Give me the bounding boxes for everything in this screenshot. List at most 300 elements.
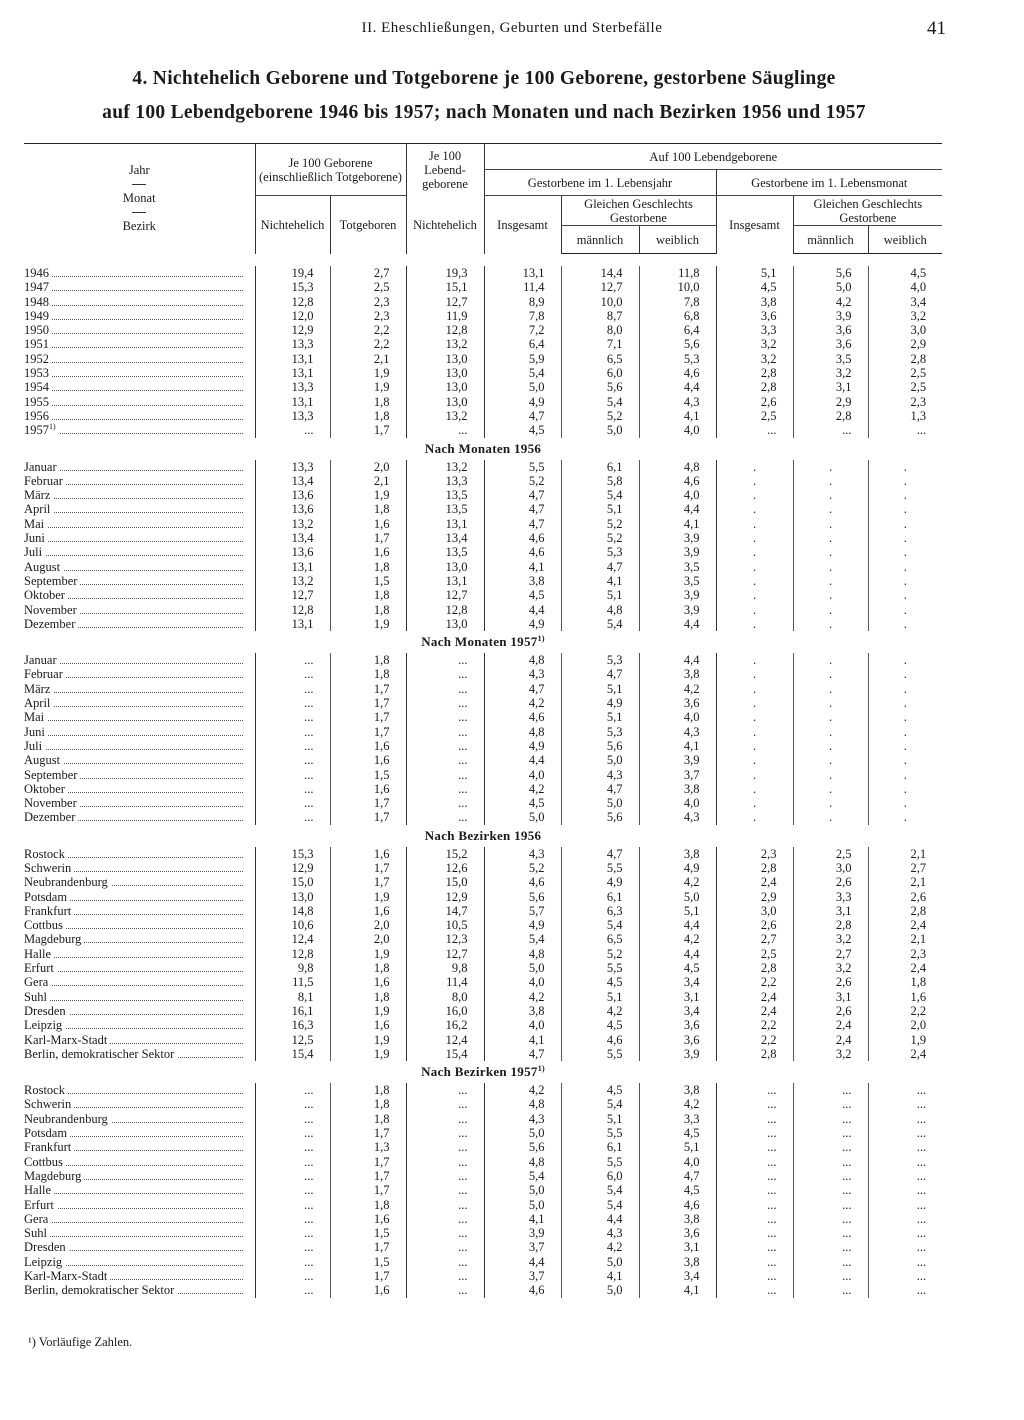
value-cell: 5,7	[484, 904, 561, 918]
value-cell: 4,9	[484, 918, 561, 932]
value-cell: 1,8	[330, 588, 406, 602]
row-label	[24, 1183, 255, 1197]
value-cell: 4,6	[639, 366, 716, 380]
value-cell: ...	[868, 1155, 942, 1169]
value-cell: ...	[255, 653, 330, 667]
value-cell: 4,3	[639, 395, 716, 409]
row-label	[24, 266, 255, 280]
row-label	[24, 574, 255, 588]
value-cell: 13,1	[255, 366, 330, 380]
row-label-text: März	[24, 488, 51, 503]
value-cell: 4,2	[484, 1083, 561, 1097]
value-cell: 1,9	[330, 890, 406, 904]
value-cell: 4,5	[561, 975, 639, 989]
value-cell: 13,4	[255, 531, 330, 545]
table-row	[24, 1255, 942, 1269]
value-cell: ...	[406, 1140, 484, 1154]
value-cell: 1,3	[868, 409, 942, 423]
value-cell: 4,2	[484, 990, 561, 1004]
value-cell: 5,4	[561, 918, 639, 932]
table-row	[24, 710, 942, 724]
value-cell: 1,6	[330, 847, 406, 861]
table-row	[24, 337, 942, 351]
value-cell: ...	[716, 1183, 793, 1197]
value-cell: 3,0	[793, 861, 868, 875]
value-cell: 2,5	[793, 847, 868, 861]
value-cell: 2,7	[330, 266, 406, 280]
value-cell: 1,7	[330, 1183, 406, 1197]
value-cell: 2,5	[868, 380, 942, 394]
value-cell: 3,1	[639, 1240, 716, 1254]
value-cell: ...	[406, 810, 484, 824]
value-cell: 3,8	[639, 1083, 716, 1097]
row-label-text: Frankfurt	[24, 903, 72, 918]
value-cell: 3,2	[793, 366, 868, 380]
row-label	[24, 861, 255, 875]
value-cell: 4,2	[484, 696, 561, 710]
value-cell: .	[793, 574, 868, 588]
value-cell: 1,5	[330, 1255, 406, 1269]
row-label-text: Suhl	[24, 989, 47, 1004]
row-label	[24, 366, 255, 380]
value-cell: 2,6	[793, 875, 868, 889]
value-cell: 3,7	[484, 1240, 561, 1254]
value-cell: 5,1	[561, 502, 639, 516]
row-label	[24, 1047, 255, 1061]
value-cell: 2,4	[716, 990, 793, 1004]
value-cell: .	[868, 782, 942, 796]
value-cell: .	[868, 682, 942, 696]
row-label-text: 1947	[24, 280, 49, 295]
value-cell: ...	[868, 1169, 942, 1183]
value-cell: 15,2	[406, 847, 484, 861]
header-weiblich-monat: weiblich	[868, 226, 942, 254]
value-cell: 2,8	[868, 904, 942, 918]
table-row	[24, 395, 942, 409]
value-cell: 4,4	[484, 603, 561, 617]
value-cell: ...	[406, 653, 484, 667]
row-label	[24, 474, 255, 488]
table-row	[24, 696, 942, 710]
value-cell: 15,3	[255, 280, 330, 294]
value-cell: 5,2	[484, 861, 561, 875]
value-cell: 1,6	[330, 782, 406, 796]
table-row	[24, 796, 942, 810]
value-cell: 4,7	[561, 847, 639, 861]
value-cell: 19,4	[255, 266, 330, 280]
table-row	[24, 560, 942, 574]
row-label-text: Rostock	[24, 846, 65, 861]
value-cell: 4,4	[484, 753, 561, 767]
value-cell: 5,5	[561, 861, 639, 875]
value-cell: .	[793, 696, 868, 710]
value-cell: 13,0	[406, 617, 484, 631]
value-cell: 3,6	[639, 1033, 716, 1047]
header-insgesamt-monat: Insgesamt	[716, 196, 793, 254]
value-cell: 4,3	[561, 1226, 639, 1240]
row-label-text: Potsdam	[24, 1126, 68, 1141]
value-cell: 1,5	[330, 768, 406, 782]
value-cell: 4,6	[484, 531, 561, 545]
value-cell: 4,5	[484, 796, 561, 810]
value-cell: 13,1	[255, 352, 330, 366]
row-label-text: 1953	[24, 366, 49, 381]
value-cell: ...	[255, 682, 330, 696]
table-row	[24, 366, 942, 380]
value-cell: 5,3	[561, 653, 639, 667]
value-cell: .	[716, 574, 793, 588]
value-cell: .	[868, 603, 942, 617]
value-cell: 2,0	[330, 918, 406, 932]
value-cell: .	[793, 488, 868, 502]
value-cell: .	[716, 502, 793, 516]
value-cell: 1,6	[868, 990, 942, 1004]
value-cell: 4,9	[484, 617, 561, 631]
value-cell: 4,1	[561, 1269, 639, 1283]
table-row	[24, 1183, 942, 1197]
value-cell: 4,7	[484, 502, 561, 516]
table-row	[24, 502, 942, 516]
value-cell: 13,0	[255, 890, 330, 904]
value-cell: 3,0	[716, 904, 793, 918]
value-cell: ...	[406, 710, 484, 724]
value-cell: ...	[793, 1083, 868, 1097]
value-cell: 12,7	[255, 588, 330, 602]
value-cell: 4,5	[561, 1018, 639, 1032]
value-cell: 4,1	[484, 560, 561, 574]
value-cell: 5,2	[561, 517, 639, 531]
footnote-marker: 1)	[49, 423, 56, 432]
value-cell: 4,1	[639, 517, 716, 531]
value-cell: 5,6	[561, 380, 639, 394]
row-label	[24, 337, 255, 351]
value-cell: 3,6	[639, 1018, 716, 1032]
value-cell: 4,6	[484, 710, 561, 724]
value-cell: ...	[868, 423, 942, 437]
value-cell: .	[793, 531, 868, 545]
value-cell: 5,0	[484, 1198, 561, 1212]
value-cell: ...	[406, 1112, 484, 1126]
stub-bezirk: Bezirk	[122, 219, 156, 234]
value-cell: ...	[868, 1240, 942, 1254]
table-row	[24, 918, 942, 932]
value-cell: 13,3	[406, 474, 484, 488]
value-cell: 9,8	[255, 961, 330, 975]
value-cell: 1,5	[330, 1226, 406, 1240]
row-label	[24, 918, 255, 932]
value-cell: 4,9	[639, 861, 716, 875]
value-cell: ...	[406, 1083, 484, 1097]
value-cell: 3,2	[793, 932, 868, 946]
value-cell: 3,6	[639, 1226, 716, 1240]
value-cell: 3,2	[793, 1047, 868, 1061]
value-cell: 2,8	[716, 380, 793, 394]
value-cell: 2,1	[330, 352, 406, 366]
value-cell: 5,6	[561, 739, 639, 753]
value-cell: 2,9	[716, 890, 793, 904]
row-label-text: März	[24, 681, 51, 696]
value-cell: .	[716, 603, 793, 617]
value-cell: 1,8	[330, 409, 406, 423]
value-cell: ...	[793, 1283, 868, 1297]
value-cell: 14,8	[255, 904, 330, 918]
value-cell: 12,8	[255, 947, 330, 961]
value-cell: ...	[406, 696, 484, 710]
value-cell: 1,8	[330, 1097, 406, 1111]
value-cell: 2,7	[716, 932, 793, 946]
value-cell: .	[716, 796, 793, 810]
value-cell: 3,2	[793, 961, 868, 975]
value-cell: 3,6	[793, 323, 868, 337]
value-cell: 5,3	[561, 545, 639, 559]
header-nichtehelich: Nichtehelich	[255, 196, 330, 254]
value-cell: 5,4	[561, 488, 639, 502]
row-label	[24, 423, 255, 437]
value-cell: 10,5	[406, 918, 484, 932]
value-cell: 2,1	[868, 932, 942, 946]
table-row	[24, 1269, 942, 1283]
value-cell: 3,9	[639, 603, 716, 617]
table-row	[24, 295, 942, 309]
value-cell: 1,3	[330, 1140, 406, 1154]
row-label	[24, 1112, 255, 1126]
value-cell: ...	[406, 739, 484, 753]
value-cell: .	[793, 560, 868, 574]
value-cell: 5,3	[561, 725, 639, 739]
value-cell: 3,5	[639, 560, 716, 574]
table-row	[24, 460, 942, 474]
value-cell: 4,7	[484, 488, 561, 502]
value-cell: 13,5	[406, 545, 484, 559]
value-cell: 5,0	[484, 810, 561, 824]
value-cell: 4,5	[639, 1126, 716, 1140]
value-cell: 15,0	[406, 875, 484, 889]
value-cell: ...	[406, 423, 484, 437]
value-cell: 13,5	[406, 488, 484, 502]
row-label	[24, 710, 255, 724]
value-cell: .	[868, 710, 942, 724]
value-cell: .	[868, 739, 942, 753]
value-cell: ...	[793, 1169, 868, 1183]
value-cell: 4,9	[561, 696, 639, 710]
value-cell: 1,5	[330, 574, 406, 588]
value-cell: 2,7	[793, 947, 868, 961]
value-cell: ...	[716, 1283, 793, 1297]
value-cell: 16,0	[406, 1004, 484, 1018]
section-title: Nach Monaten 1957	[421, 634, 538, 650]
row-label	[24, 395, 255, 409]
row-label	[24, 682, 255, 696]
value-cell: .	[716, 517, 793, 531]
value-cell: 15,4	[406, 1047, 484, 1061]
row-label-text: April	[24, 696, 51, 711]
row-label	[24, 904, 255, 918]
value-cell: 4,8	[484, 1097, 561, 1111]
row-label-text: September	[24, 573, 78, 588]
value-cell: 4,8	[484, 1155, 561, 1169]
value-cell: ...	[406, 682, 484, 696]
row-label-text: Juni	[24, 531, 45, 546]
value-cell: ...	[868, 1183, 942, 1197]
value-cell: 5,0	[484, 1183, 561, 1197]
table-row	[24, 725, 942, 739]
value-cell: .	[868, 768, 942, 782]
row-label-text: Dezember	[24, 616, 76, 631]
value-cell: 3,3	[716, 323, 793, 337]
value-cell: 5,0	[561, 1283, 639, 1297]
row-label-text: April	[24, 502, 51, 517]
value-cell: 2,4	[868, 1047, 942, 1061]
value-cell: ...	[793, 1112, 868, 1126]
value-cell: 4,7	[484, 682, 561, 696]
row-label	[24, 280, 255, 294]
value-cell: 2,9	[868, 337, 942, 351]
value-cell: 12,8	[406, 603, 484, 617]
value-cell: .	[793, 617, 868, 631]
row-label-text: Neubrandenburg	[24, 875, 108, 890]
value-cell: .	[793, 667, 868, 681]
value-cell: 3,8	[484, 574, 561, 588]
value-cell: .	[716, 560, 793, 574]
value-cell: 4,7	[561, 560, 639, 574]
value-cell: 3,1	[793, 380, 868, 394]
value-cell: 4,4	[484, 1255, 561, 1269]
row-label-text: Leipzig	[24, 1254, 63, 1269]
table-row	[24, 1240, 942, 1254]
value-cell: 4,5	[484, 423, 561, 437]
value-cell: 2,8	[716, 861, 793, 875]
row-label	[24, 753, 255, 767]
value-cell: .	[716, 768, 793, 782]
value-cell: 12,9	[255, 323, 330, 337]
value-cell: 11,9	[406, 309, 484, 323]
value-cell: ...	[793, 1255, 868, 1269]
value-cell: 7,2	[484, 323, 561, 337]
value-cell: 10,6	[255, 918, 330, 932]
section-title: Nach Bezirken 1956	[424, 827, 542, 843]
value-cell: ...	[716, 423, 793, 437]
value-cell: 7,8	[484, 309, 561, 323]
table-row	[24, 990, 942, 1004]
table-row	[24, 782, 942, 796]
value-cell: 6,8	[639, 309, 716, 323]
value-cell: .	[716, 531, 793, 545]
value-cell: 13,1	[484, 266, 561, 280]
value-cell: 3,9	[639, 588, 716, 602]
value-cell: 3,8	[484, 1004, 561, 1018]
value-cell: 8,0	[406, 990, 484, 1004]
value-cell: 4,0	[639, 423, 716, 437]
value-cell: 1,9	[330, 947, 406, 961]
statistics-table	[24, 143, 942, 1298]
value-cell: 2,8	[793, 409, 868, 423]
row-label-text: Magdeburg	[24, 932, 82, 947]
value-cell: .	[716, 474, 793, 488]
value-cell: .	[868, 796, 942, 810]
value-cell: 4,8	[484, 653, 561, 667]
row-label-text: Juni	[24, 724, 45, 739]
value-cell: 5,2	[484, 474, 561, 488]
value-cell: ...	[406, 753, 484, 767]
value-cell: .	[793, 502, 868, 516]
value-cell: 13,5	[406, 502, 484, 516]
value-cell: 8,1	[255, 990, 330, 1004]
value-cell: 2,6	[716, 395, 793, 409]
value-cell: ...	[406, 1226, 484, 1240]
value-cell: 14,7	[406, 904, 484, 918]
value-cell: .	[716, 810, 793, 824]
value-cell: ...	[255, 667, 330, 681]
value-cell: 3,8	[639, 1212, 716, 1226]
table-row	[24, 947, 942, 961]
value-cell: 9,8	[406, 961, 484, 975]
table-row	[24, 847, 942, 861]
row-label-text: 1955	[24, 394, 49, 409]
table-row	[24, 739, 942, 753]
value-cell: .	[868, 725, 942, 739]
value-cell: 11,4	[484, 280, 561, 294]
table-row	[24, 961, 942, 975]
row-label-text: Karl-Marx-Stadt	[24, 1269, 108, 1283]
table-row	[24, 682, 942, 696]
value-cell: .	[716, 460, 793, 474]
table-row	[24, 474, 942, 488]
row-label-text: November	[24, 796, 77, 811]
value-cell: 1,7	[330, 725, 406, 739]
value-cell: 1,9	[330, 380, 406, 394]
value-cell: 1,7	[330, 875, 406, 889]
value-cell: 4,8	[484, 725, 561, 739]
row-label-text: Cottbus	[24, 918, 63, 933]
row-label	[24, 1212, 255, 1226]
value-cell: 13,2	[406, 409, 484, 423]
value-cell: ...	[716, 1198, 793, 1212]
value-cell: 1,8	[330, 395, 406, 409]
row-label	[24, 1083, 255, 1097]
value-cell: 4,1	[639, 409, 716, 423]
value-cell: ...	[255, 1112, 330, 1126]
value-cell: 1,9	[330, 1047, 406, 1061]
value-cell: 1,7	[330, 423, 406, 437]
value-cell: 11,8	[639, 266, 716, 280]
row-label	[24, 947, 255, 961]
value-cell: ...	[255, 796, 330, 810]
value-cell: ...	[406, 1212, 484, 1226]
value-cell: 3,1	[639, 990, 716, 1004]
row-label-text: 1954	[24, 380, 49, 395]
value-cell: 3,9	[793, 309, 868, 323]
row-label	[24, 768, 255, 782]
row-label	[24, 653, 255, 667]
value-cell: 4,6	[639, 1198, 716, 1212]
table-row	[24, 1169, 942, 1183]
value-cell: 13,0	[406, 395, 484, 409]
value-cell: 5,8	[561, 474, 639, 488]
table-row	[24, 409, 942, 423]
value-cell: ...	[255, 1183, 330, 1197]
value-cell: 5,5	[561, 1155, 639, 1169]
value-cell: 13,2	[406, 460, 484, 474]
value-cell: ...	[793, 423, 868, 437]
value-cell: ...	[255, 810, 330, 824]
value-cell: 2,5	[868, 366, 942, 380]
value-cell: 3,6	[639, 696, 716, 710]
value-cell: 5,5	[561, 961, 639, 975]
value-cell: ...	[406, 782, 484, 796]
value-cell: .	[868, 474, 942, 488]
value-cell: 4,6	[561, 1033, 639, 1047]
value-cell: .	[793, 739, 868, 753]
